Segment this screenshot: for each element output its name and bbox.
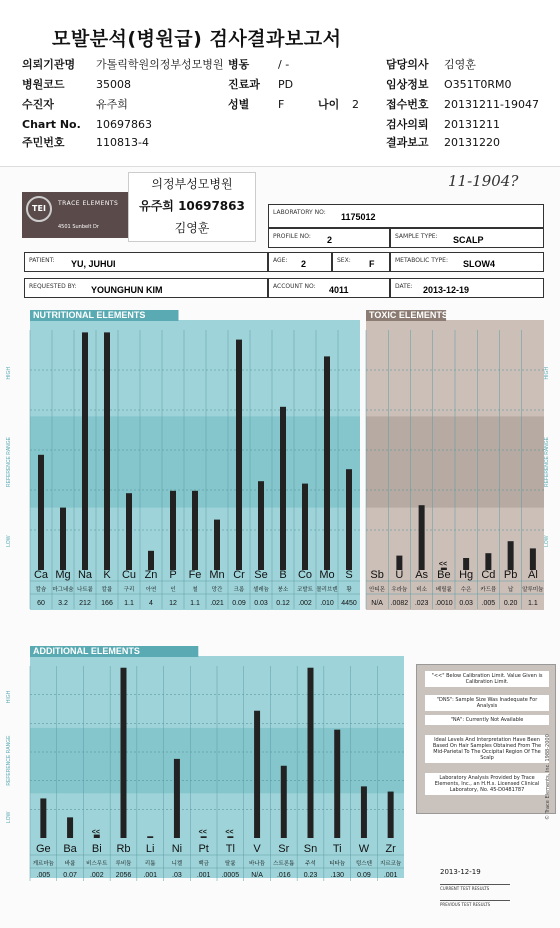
element-bar	[346, 469, 352, 570]
element-korean-name: 납	[507, 587, 514, 593]
element-symbol: Sn	[303, 843, 318, 855]
range-label: LOW	[544, 535, 550, 547]
element-bar	[388, 792, 394, 838]
below-limit-marker: <<	[91, 829, 100, 836]
element-bar	[148, 551, 154, 570]
element-korean-name: 텅스텐	[355, 861, 372, 867]
element-symbol: Ge	[36, 843, 51, 855]
tei-emblem-icon: TEI	[26, 196, 52, 222]
element-value: .021	[210, 600, 224, 607]
range-label: REFERENCE RANGE	[6, 436, 12, 488]
element-bar	[258, 481, 264, 570]
element-korean-name: 바나듐	[249, 861, 266, 867]
field-label: Chart No.	[22, 118, 81, 131]
element-value: .023	[414, 600, 429, 607]
element-korean-name: 구리	[123, 587, 135, 593]
box-value: F	[369, 259, 375, 269]
element-symbol: Zn	[144, 569, 158, 581]
element-korean-name: 칼륨	[101, 587, 113, 593]
element-korean-name: 알루미늄	[522, 587, 544, 593]
element-bar	[174, 759, 180, 838]
element-value: .0082	[390, 600, 409, 607]
element-korean-name: 비소	[416, 587, 427, 593]
range-label: REFERENCE RANGE	[544, 436, 550, 488]
legend-note: "DNS": Sample Size Was Inadequate For Analysis	[425, 695, 549, 711]
element-value: .0005	[221, 872, 240, 879]
field-label: 병동	[228, 58, 250, 71]
box-label: METABOLIC TYPE:	[395, 257, 448, 264]
element-korean-name: 백금	[198, 861, 209, 867]
element-value: 1.1	[124, 600, 134, 607]
chart-title: NUTRITIONAL ELEMENTS	[33, 310, 146, 320]
box-value: 2013-12-19	[423, 285, 470, 295]
box-value: 4011	[329, 285, 349, 295]
element-korean-name: 바륨	[64, 861, 76, 867]
field-label: 결과보고	[386, 136, 429, 149]
field-label: 병원코드	[22, 78, 65, 91]
element-bar	[508, 541, 514, 570]
element-bar	[419, 505, 425, 570]
below-limit-marker: <<	[198, 829, 207, 836]
stamp-line: 유주희 10697863	[139, 199, 245, 213]
element-bar	[281, 766, 287, 838]
element-symbol: Na	[77, 569, 93, 581]
element-bar	[40, 798, 46, 838]
field-label: 임상정보	[386, 78, 429, 91]
element-bar	[38, 455, 44, 570]
field-label: 담당의사	[386, 58, 429, 71]
field-label: 의뢰기관명	[22, 58, 76, 71]
box-label: ACCOUNT NO:	[273, 283, 316, 290]
element-value: 0.23	[303, 872, 318, 879]
element-value: 0.09	[232, 600, 246, 607]
field-value: 2	[352, 98, 359, 111]
element-symbol: Bi	[91, 843, 102, 855]
box-value: 2	[327, 235, 333, 245]
element-bar	[308, 668, 314, 838]
element-symbol: Tl	[225, 843, 235, 855]
element-symbol: K	[103, 569, 111, 581]
element-korean-name: 베릴륨	[435, 587, 452, 593]
field-value: 20131211-19047	[444, 98, 539, 111]
box-value: SCALP	[453, 235, 484, 245]
element-bar	[324, 356, 330, 570]
element-symbol: Sb	[370, 569, 384, 581]
element-value: 3.2	[58, 600, 68, 607]
element-value: .001	[196, 872, 211, 879]
element-bar	[530, 548, 536, 570]
element-bar	[334, 730, 340, 838]
stamp-line: 김영훈	[174, 221, 210, 235]
element-value: .002	[298, 600, 312, 607]
box-label: AGE:	[273, 257, 288, 264]
box-label: DATE:	[395, 283, 413, 290]
field-value: PD	[278, 78, 294, 91]
field-label: 나이	[318, 98, 340, 111]
field-value: 김영훈	[444, 58, 476, 71]
range-label: HIGH	[544, 366, 550, 380]
element-symbol: Co	[297, 569, 313, 581]
element-value: .005	[481, 600, 496, 607]
element-value: 212	[79, 600, 91, 607]
element-korean-name: 마그네슘	[52, 587, 74, 593]
box-value: YU, JUHUI	[71, 259, 116, 269]
field-value: 유주희	[96, 98, 128, 111]
below-limit-marker: <<	[225, 829, 234, 836]
element-value: 166	[101, 600, 113, 607]
element-symbol: W	[358, 843, 370, 855]
field-value: 가톨릭학원의정부성모병원	[96, 58, 224, 71]
element-bar	[121, 668, 127, 838]
element-korean-name: 비스무트	[86, 861, 108, 867]
stamp-line: 의정부성모병원	[151, 177, 233, 191]
element-symbol: Rb	[116, 843, 131, 855]
footer-current-label: CURRENT TEST RESULTS	[440, 884, 510, 891]
element-korean-name: 주석	[305, 861, 316, 867]
handwritten-note: 11-1904?	[448, 172, 519, 190]
legend-note: Ideal Levels And Interpretation Have Been Based On Hair Samples Obtained From The Mid-Parietal To The Occipital Region Of The Scalp	[425, 735, 549, 763]
range-label: REFERENCE RANGE	[6, 735, 12, 786]
element-korean-name: 크롬	[233, 587, 245, 593]
element-value: 4450	[341, 600, 357, 607]
element-symbol: Pb	[503, 569, 518, 581]
element-bar	[396, 556, 402, 570]
element-symbol: U	[395, 569, 404, 581]
legend-note: "<<" Below Calibration Limit. Value Given is Calibration Limit.	[425, 671, 549, 687]
field-value: O351T0RM0	[444, 78, 512, 91]
element-value: 0.12	[276, 600, 290, 607]
element-symbol: Be	[437, 569, 451, 581]
footer-date: 2013-12-19	[440, 868, 481, 876]
element-bar	[280, 407, 286, 570]
element-bar	[60, 508, 66, 570]
element-symbol: Zr	[385, 843, 396, 855]
element-korean-name: 몰리브덴	[316, 587, 338, 593]
element-korean-name: 안티몬	[369, 587, 386, 593]
element-symbol: Al	[527, 569, 538, 581]
element-symbol: Mg	[55, 569, 71, 581]
element-symbol: Ni	[171, 843, 183, 855]
element-korean-name: 리튬	[144, 861, 156, 867]
element-value: 0.09	[357, 872, 371, 879]
element-value: .005	[36, 872, 51, 879]
element-value: 1.1	[190, 600, 200, 607]
box-label: REQUESTED BY:	[29, 283, 77, 290]
element-symbol: Mn	[209, 569, 225, 581]
field-value: / -	[278, 58, 290, 71]
element-bar	[236, 340, 242, 570]
range-label: LOW	[6, 811, 12, 824]
field-value: 35008	[96, 78, 131, 91]
element-value: .001	[383, 872, 398, 879]
element-symbol: As	[415, 569, 429, 581]
legend-note: Laboratory Analysis Provided by Trace Elements, Inc., an H.H.s. Licensed Clinical Laboratory, No. 45-D0481787	[425, 773, 549, 795]
range-label: LOW	[6, 535, 12, 547]
element-korean-name: 황	[346, 587, 352, 593]
box-value: 2	[301, 259, 307, 269]
element-korean-name: 칼슘	[35, 587, 47, 593]
element-value: 1.1	[528, 600, 538, 607]
box-value: SLOW4	[463, 259, 496, 269]
field-label: 성별	[228, 98, 250, 111]
element-value: 60	[37, 600, 45, 607]
element-value: 0.03	[459, 600, 473, 607]
element-symbol: Cr	[233, 569, 245, 581]
element-korean-name: 티타늄	[329, 861, 346, 867]
element-korean-name: 셀레늄	[253, 587, 269, 593]
element-value: .130	[330, 872, 345, 879]
report-title: 모발분석(병원급) 검사결과보고서	[52, 28, 342, 50]
element-korean-name: 우라늄	[391, 587, 408, 593]
element-value: N/A	[371, 600, 383, 607]
element-value: .010	[320, 600, 334, 607]
element-korean-name: 니켈	[171, 861, 183, 867]
element-korean-name: 스트론튬	[273, 861, 295, 867]
field-value: 10697863	[96, 118, 152, 131]
element-value: 12	[169, 600, 177, 607]
element-value: .002	[89, 872, 104, 879]
element-symbol: B	[279, 569, 287, 581]
range-label: HIGH	[6, 366, 12, 380]
element-bar	[227, 836, 233, 838]
field-value: 20131211	[444, 118, 500, 131]
element-symbol: Se	[254, 569, 268, 581]
field-label: 접수번호	[386, 98, 429, 111]
chart-title: TOXIC ELEMENTS	[369, 310, 448, 320]
element-symbol: Hg	[459, 569, 474, 581]
element-bar	[361, 786, 367, 838]
element-value: .016	[276, 872, 291, 879]
element-korean-name: 코발트	[297, 587, 313, 593]
legend-note: "NA": Currently Not Available	[425, 715, 549, 725]
box-label: PROFILE NO:	[273, 233, 311, 240]
box-value: YOUNGHUN KIM	[91, 285, 163, 295]
element-symbol: Ba	[63, 843, 77, 855]
field-value: 110813-4	[96, 136, 149, 149]
box-label: SAMPLE TYPE:	[395, 233, 438, 240]
element-symbol: Li	[145, 843, 155, 855]
field-label: 수진자	[22, 98, 54, 111]
element-korean-name: 카드뮴	[480, 587, 497, 593]
element-symbol: Pt	[198, 843, 209, 855]
element-value: 4	[149, 600, 153, 607]
element-value: .001	[143, 872, 158, 879]
element-korean-name: 지르코늄	[380, 861, 402, 867]
element-bar	[126, 493, 132, 570]
element-bar	[254, 711, 260, 838]
element-korean-name: 수은	[460, 587, 472, 593]
element-korean-name: 루비듐	[115, 861, 132, 867]
element-korean-name: 아연	[145, 587, 157, 593]
element-value: 0.03	[254, 600, 268, 607]
element-symbol: Fe	[188, 569, 202, 581]
element-korean-name: 탈륨	[225, 861, 236, 867]
field-label: 검사의뢰	[386, 118, 429, 131]
element-value: 2056	[115, 872, 132, 879]
element-symbol: Cd	[481, 569, 496, 581]
element-value: .03	[172, 872, 182, 879]
element-korean-name: 게르마늄	[32, 861, 54, 867]
element-bar	[82, 332, 88, 570]
element-symbol: Cu	[121, 569, 137, 581]
field-label: 진료과	[228, 78, 260, 91]
element-korean-name: 인	[170, 587, 176, 593]
element-value: N/A	[251, 872, 263, 879]
range-label: HIGH	[6, 690, 12, 704]
element-korean-name: 나트륨	[77, 587, 93, 593]
element-symbol: Mo	[319, 569, 335, 581]
element-bar	[485, 553, 491, 570]
field-value: F	[278, 98, 285, 111]
box-label: PATIENT:	[29, 257, 55, 264]
below-limit-marker: <<	[438, 561, 448, 568]
element-value: 0.07	[63, 872, 77, 879]
element-symbol: Sr	[278, 843, 290, 855]
element-bar	[104, 332, 110, 570]
chart-title: ADDITIONAL ELEMENTS	[33, 646, 140, 656]
element-symbol: Ca	[33, 569, 49, 581]
element-korean-name: 철	[192, 587, 198, 593]
element-symbol: V	[253, 843, 261, 855]
field-value: 20131220	[444, 136, 500, 149]
element-value: .0010	[435, 600, 453, 607]
element-bar	[170, 491, 176, 570]
box-label: LABORATORY NO:	[273, 209, 326, 216]
element-bar	[201, 836, 207, 838]
element-symbol: Ti	[332, 843, 342, 855]
logo-name: TRACE ELEMENTS	[58, 200, 119, 207]
box-value: 1175012	[341, 212, 376, 222]
copyright-note: © Trace Elements, Inc. 1988-2000	[545, 734, 551, 820]
element-bar	[147, 836, 153, 838]
element-symbol: P	[169, 569, 177, 581]
element-korean-name: 붕소	[277, 587, 289, 593]
element-bar	[192, 491, 198, 570]
field-label: 주민번호	[22, 136, 65, 149]
element-bar	[67, 817, 73, 838]
element-bar	[214, 520, 220, 570]
footer-previous-label: PREVIOUS TEST RESULTS	[440, 900, 510, 907]
box-label: SEX:	[337, 257, 351, 264]
element-value: 0.20	[503, 600, 518, 607]
legend-notes	[416, 664, 556, 814]
element-bar	[302, 484, 308, 570]
element-symbol: S	[345, 569, 353, 581]
logo-address: 4501 Sunbelt Dr	[58, 224, 99, 230]
element-korean-name: 망간	[211, 587, 223, 593]
